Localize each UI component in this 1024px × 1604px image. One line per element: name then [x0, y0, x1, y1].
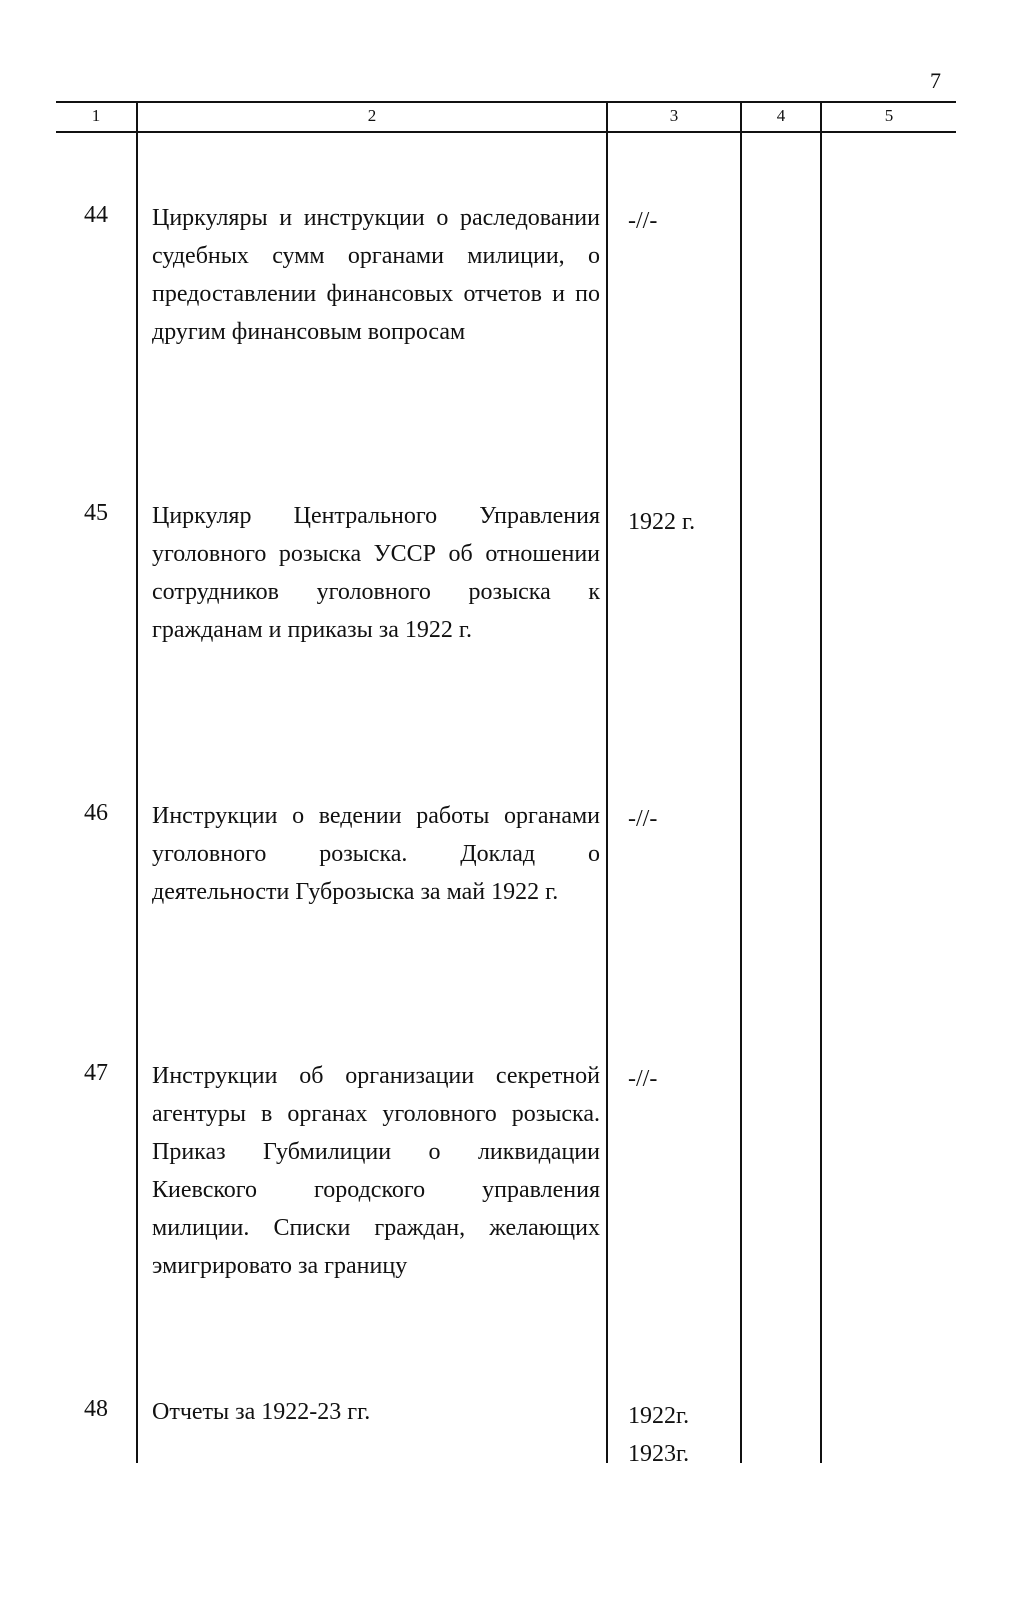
row-description: Отчеты за 1922-23 гг.	[152, 1399, 371, 1425]
column-header-3: 3	[669, 106, 679, 125]
row-number: 45	[84, 500, 108, 526]
column-header-1: 1	[91, 106, 101, 125]
date-line: 1922 г.	[628, 509, 696, 535]
row-number: 48	[84, 1396, 108, 1422]
date-line: 1923г.	[628, 1441, 690, 1467]
row-number: 47	[84, 1060, 108, 1086]
column-header-4: 4	[776, 106, 786, 125]
row-date	[628, 800, 748, 838]
row-date	[628, 1397, 748, 1473]
page-number: 7	[930, 68, 941, 93]
date-line: -//-	[628, 208, 658, 234]
column-divider-4	[820, 101, 822, 1463]
column-header-5: 5	[884, 106, 894, 125]
date-line: -//-	[628, 806, 658, 832]
row-date	[628, 202, 748, 240]
row-description: Циркуляр Центрального Управления уголовного розыска УССР об отношении сотрудников уголовного розыска к гражданам и приказы за 1922 г.	[152, 503, 600, 643]
column-header-2: 2	[367, 106, 377, 125]
row-number: 46	[84, 800, 108, 826]
row-number: 44	[84, 202, 108, 228]
column-divider-1	[136, 101, 138, 1463]
row-description: Инструкции о ведении работы органами уголовного розыска. Доклад о деятельности Губрозыска за май 1922 г.	[152, 803, 600, 905]
row-date	[628, 503, 748, 541]
date-line: -//-	[628, 1066, 658, 1092]
column-divider-2	[606, 101, 608, 1463]
row-description: Инструкции об организации секретной агентуры в органах уголовного розыска. Приказ Губмилиции о ликвидации Киевского городского управления милиции. Списки граждан, желающих эмигрировато за границу	[152, 1063, 600, 1279]
column-divider-3	[740, 101, 742, 1463]
row-description: Циркуляры и инструкции о раследовании судебных сумм органами милиции, о предоставлении финансовых отчетов и по другим финансовым вопросам	[152, 205, 600, 345]
date-line: 1922г.	[628, 1403, 690, 1429]
row-date	[628, 1060, 748, 1098]
